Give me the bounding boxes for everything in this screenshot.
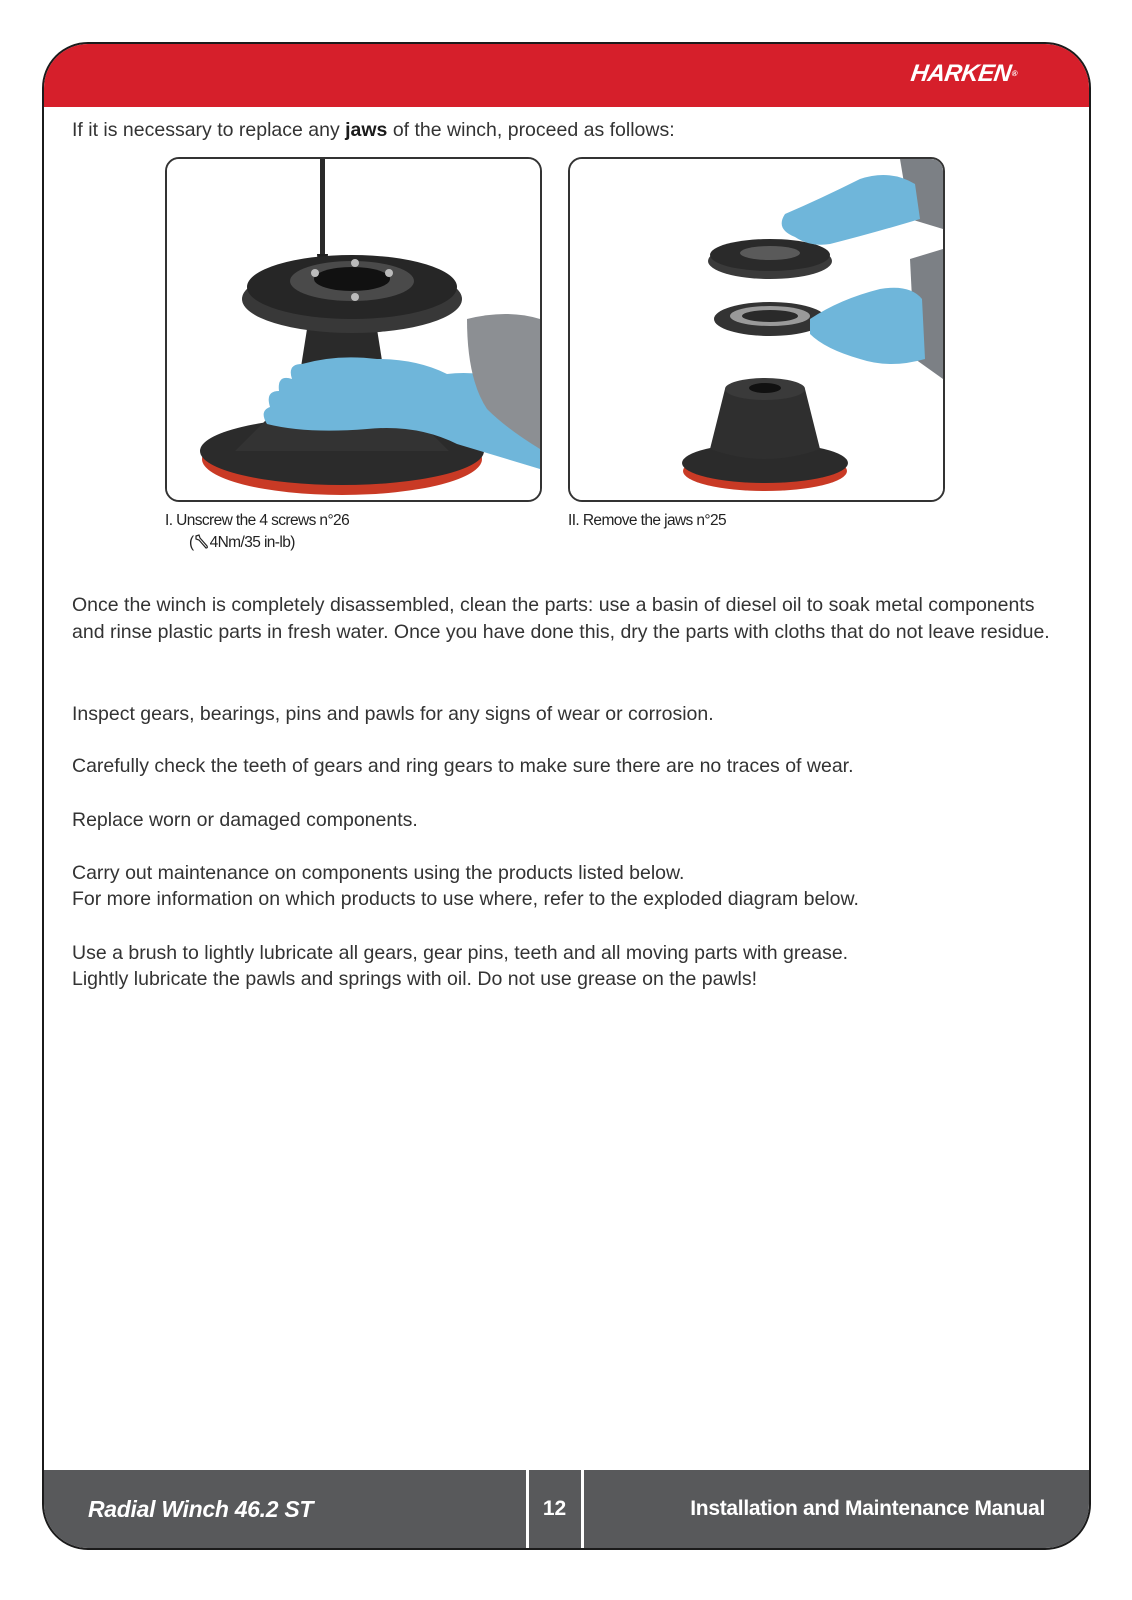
paragraph-replace: Replace worn or damaged components. [72, 809, 418, 831]
photo-remove-jaws [568, 157, 945, 502]
paragraph-oil: Lightly lubricate the pawls and springs with oil. Do not use grease on the pawls! [72, 968, 758, 990]
intro-text: If it is necessary to replace any jaws of the winch, proceed as follows: [72, 119, 675, 141]
paragraph-check-teeth: Carefully check the teeth of gears and ring gears to make sure there are no traces of wear. [72, 755, 854, 777]
page-number: 12 [542, 1497, 567, 1520]
footer-product-title: Radial Winch 46.2 ST [88, 1496, 314, 1522]
caption-figure-1 [165, 510, 349, 554]
footer-divider-right [581, 1470, 584, 1548]
caption-figure-1-line1: I. Unscrew the 4 screws n°26 [165, 512, 350, 529]
page-frame [42, 42, 1091, 1550]
wrench-icon [194, 534, 210, 549]
header-bar [44, 44, 1089, 107]
caption-figure-2: II. Remove the jaws n°25 [568, 512, 727, 529]
paragraph-exploded-diagram: For more information on which products to use where, refer to the exploded diagram below. [72, 888, 859, 910]
footer-bar [44, 1470, 1089, 1548]
harken-logo: HARKEN® [909, 60, 1018, 87]
paragraph-inspect: Inspect gears, bearings, pins and pawls for any signs of wear or corrosion. [72, 703, 714, 725]
caption-figure-1-line2: ( 4Nm/35 in-lb) [189, 534, 295, 551]
photo-unscrew-screws [165, 157, 542, 502]
footer-manual-title: Installation and Maintenance Manual [690, 1497, 1045, 1520]
paragraph-products: Carry out maintenance on components using the products listed below. [72, 862, 685, 884]
paragraph-grease: Use a brush to lightly lubricate all gears, gear pins, teeth and all moving parts with grease. [72, 942, 849, 964]
paragraph-cleaning: Once the winch is completely disassembled, clean the parts: use a basin of diesel oil to soak metal components and rinse plastic parts in fresh water. Once you have done this, dry the parts with cloths that do not leave residue. [72, 594, 1050, 643]
